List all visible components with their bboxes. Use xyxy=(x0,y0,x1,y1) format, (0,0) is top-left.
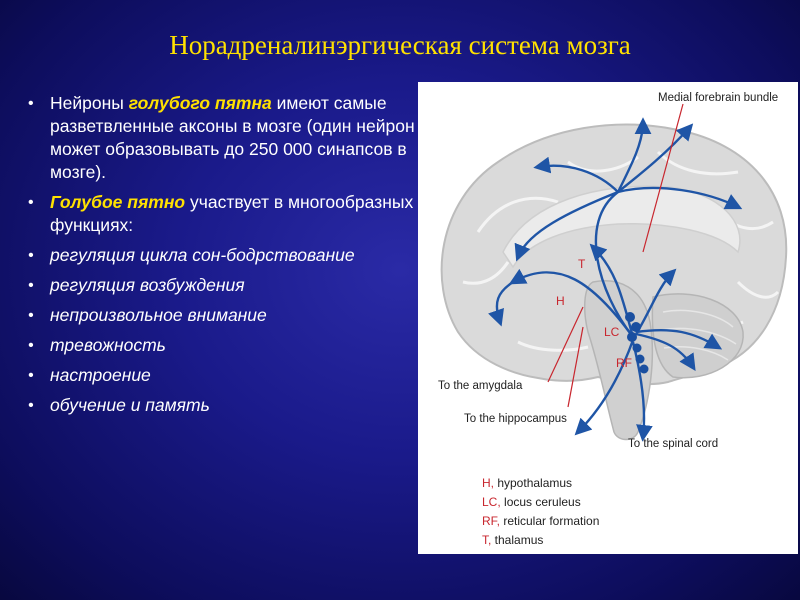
region-mark-locus-ceruleus: LC xyxy=(604,325,620,339)
label-to-spinal-cord: To the spinal cord xyxy=(628,438,719,450)
function-item: • регуляция возбуждения xyxy=(22,274,417,297)
legend xyxy=(482,474,599,550)
label-to-hippocampus: To the hippocampus xyxy=(464,413,567,425)
legend-item: T, thalamus xyxy=(482,533,544,547)
label-medial-forebrain-bundle: Medial forebrain bundle xyxy=(658,92,779,104)
region-mark-hypothalamus: H xyxy=(556,294,565,308)
function-item: • настроение xyxy=(22,364,417,387)
bullet-text: участвует в многообразных функциях: xyxy=(50,192,414,235)
label-to-amygdala: To the amygdala xyxy=(438,380,523,392)
function-item: • регуляция цикла сон-бодрствование xyxy=(22,244,417,267)
bullet-text: Нейроны xyxy=(50,93,129,113)
legend-item: LC, locus ceruleus xyxy=(482,495,581,509)
legend-item: RF, reticular formation xyxy=(482,514,600,528)
slide-title: Норадреналинэргическая система мозга xyxy=(169,30,631,60)
bullet-highlight: голубого пятна xyxy=(128,93,272,113)
legend-item: H, hypothalamus xyxy=(482,476,573,490)
region-mark-reticular-formation: RF xyxy=(616,356,632,370)
function-item: • непроизвольное внимание xyxy=(22,304,417,327)
bullet-highlight: Голубое пятно xyxy=(50,192,186,212)
bullet-lc-neurons xyxy=(22,92,417,184)
bullet-list xyxy=(22,92,417,424)
region-mark-thalamus: T xyxy=(578,257,586,271)
bullet-lc-functions xyxy=(22,191,417,237)
function-item: • обучение и память xyxy=(22,394,417,417)
function-item: • тревожность xyxy=(22,334,417,357)
brain-diagram xyxy=(418,82,798,554)
bullet-text: имеют самые разветвленные аксоны в мозге (один нейрон может образовывать до 250 000 синапсов в мозге). xyxy=(50,93,415,182)
brain-illustration xyxy=(418,82,798,554)
